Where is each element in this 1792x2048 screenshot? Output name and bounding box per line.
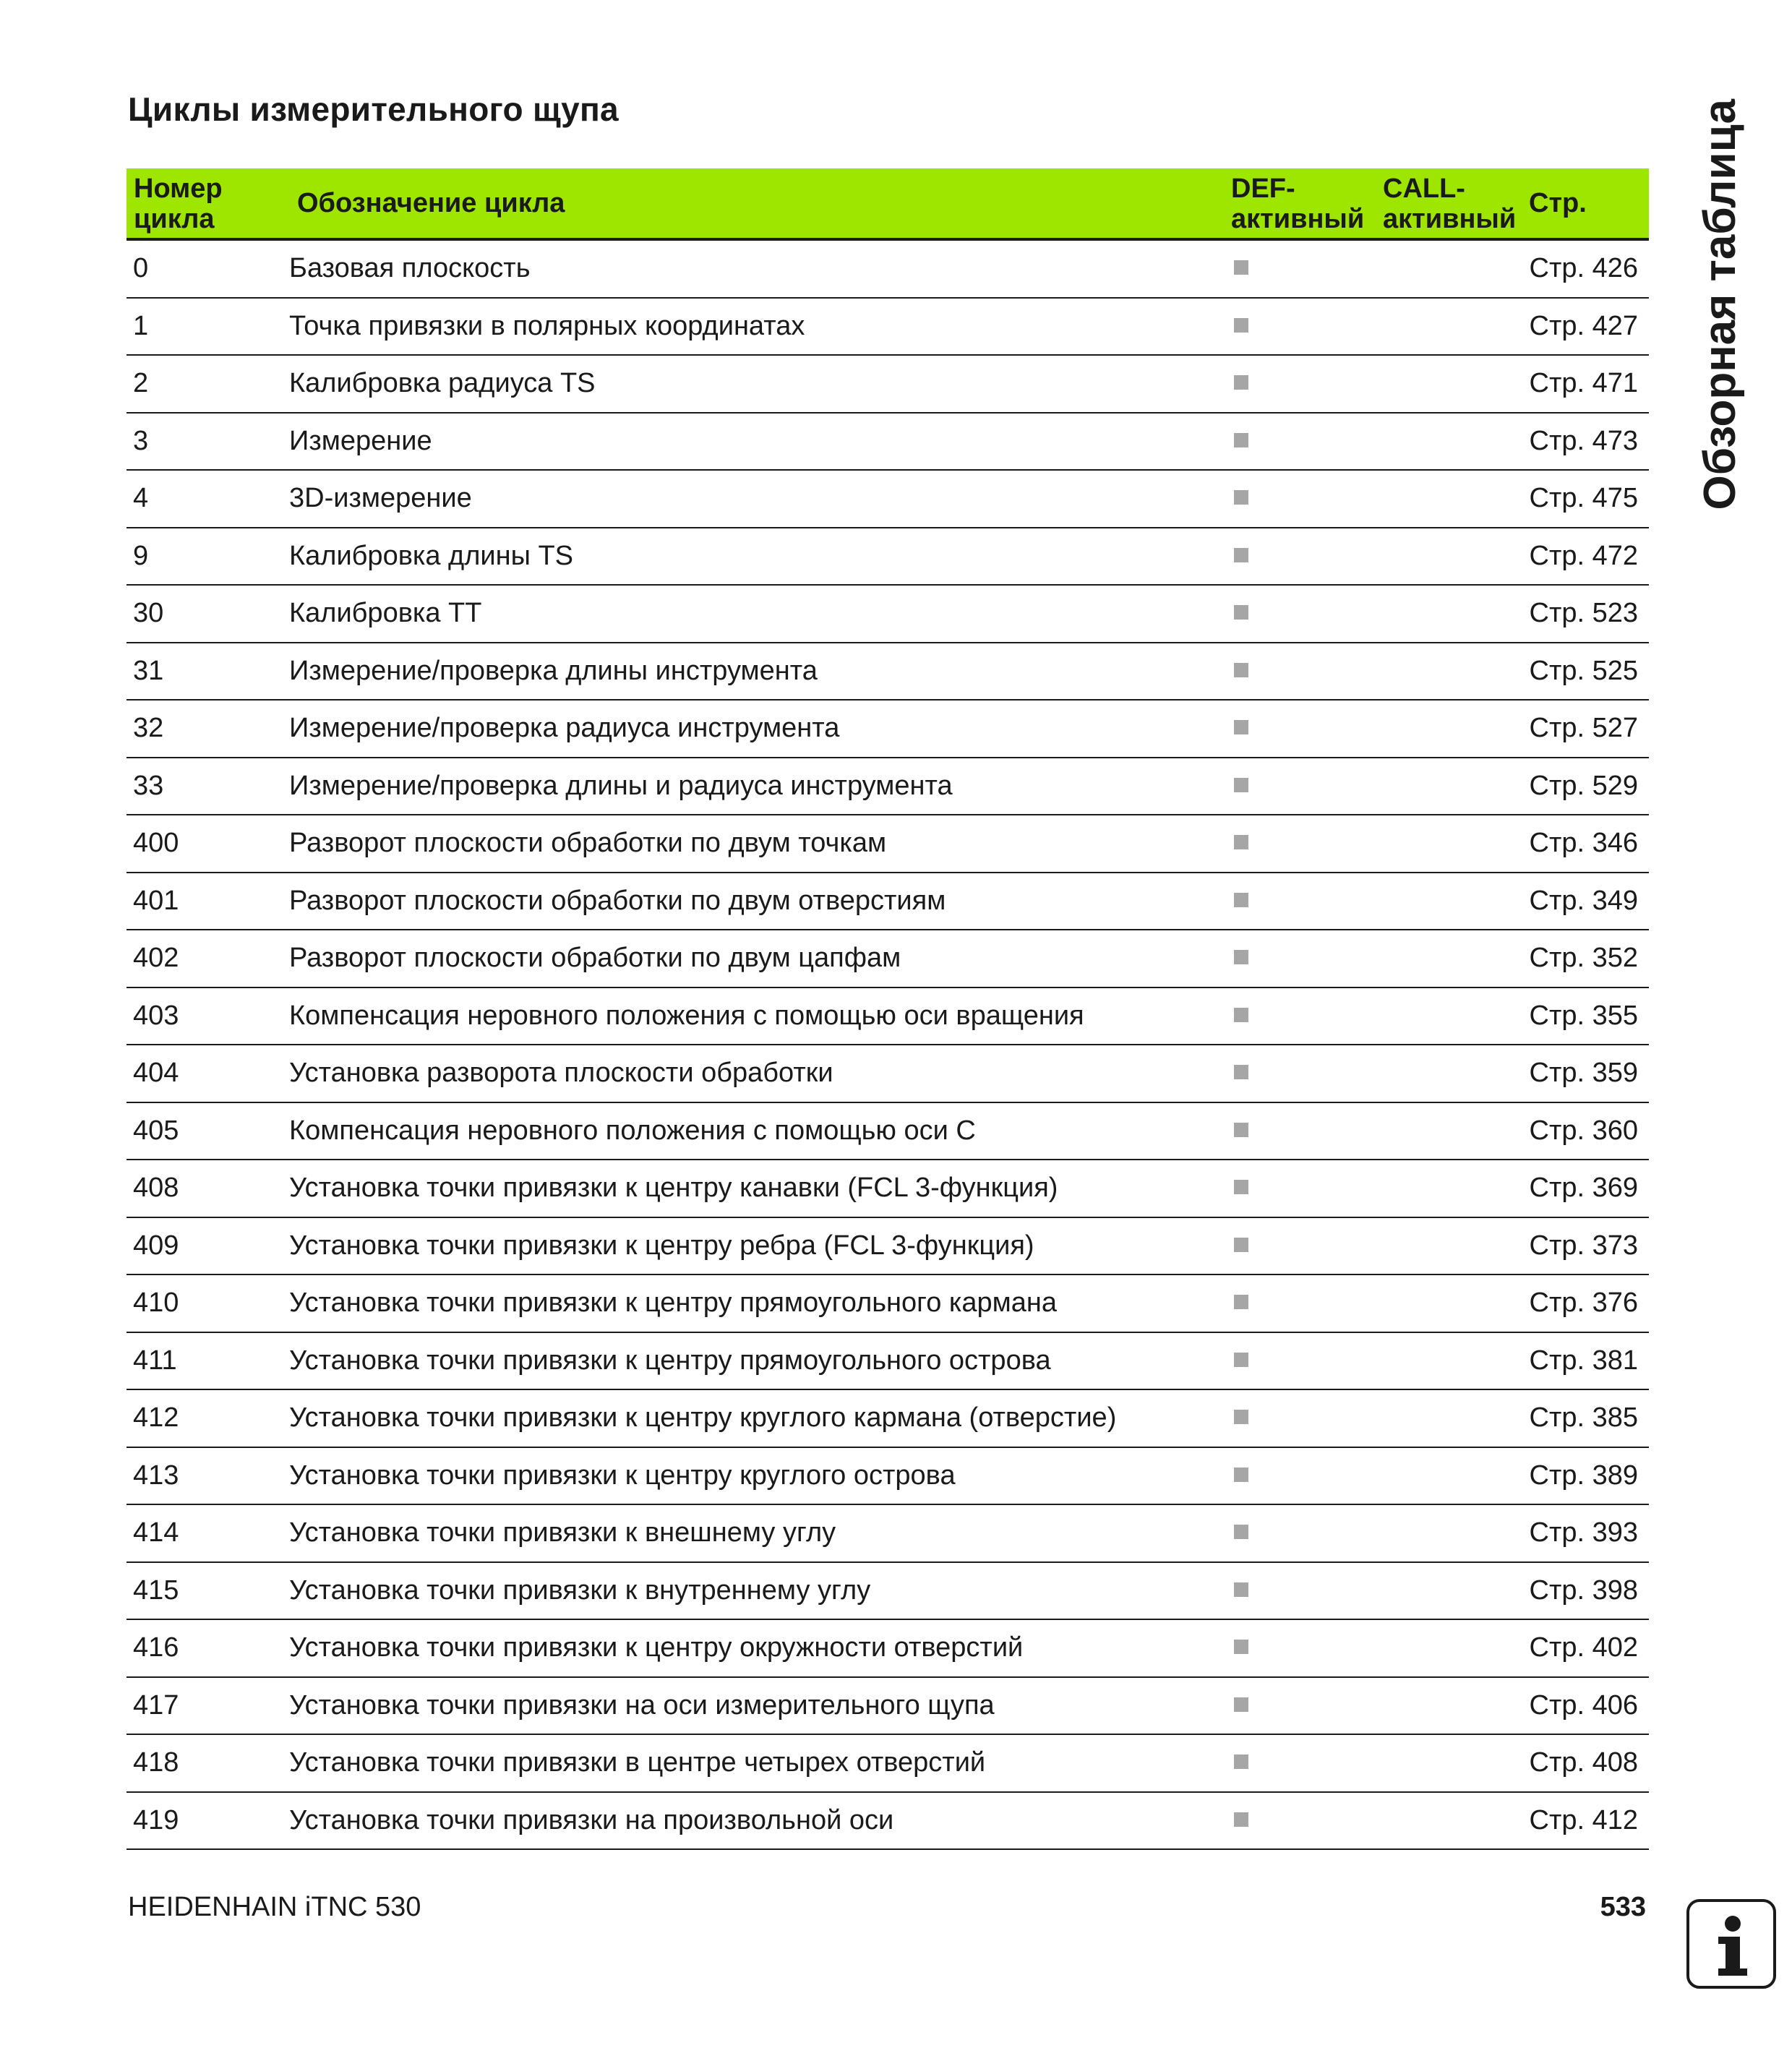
def-active-marker (1234, 1525, 1248, 1539)
cycle-name: Разворот плоскости обработки по двум цапфам (289, 943, 901, 973)
def-active-marker (1234, 1353, 1248, 1367)
cycle-name: Разворот плоскости обработки по двум отверстиям (289, 885, 946, 916)
header-cycle-number: Номер цикла (134, 173, 223, 234)
cycle-number: 413 (133, 1460, 179, 1491)
footer-product-name: HEIDENHAIN iTNC 530 (128, 1892, 421, 1922)
page-reference: Стр. 393 (1529, 1517, 1638, 1548)
cycle-number: 418 (133, 1747, 179, 1778)
table-row (127, 586, 1649, 643)
cycle-name: Измерение/проверка длины инструмента (289, 655, 818, 686)
cycle-number: 412 (133, 1402, 179, 1433)
def-active-marker (1234, 1582, 1248, 1597)
cycle-name: Калибровка длины TS (289, 540, 574, 571)
footer-page-number: 533 (1600, 1892, 1646, 1922)
table-row (127, 1275, 1649, 1333)
def-active-marker (1234, 778, 1248, 792)
table-header (127, 168, 1649, 241)
table-row (127, 1218, 1649, 1276)
table-row (127, 1505, 1649, 1563)
cycle-number: 417 (133, 1689, 179, 1721)
cycle-name: Установка точки привязки к внешнему углу (289, 1517, 836, 1548)
page-reference: Стр. 525 (1529, 655, 1638, 686)
header-page: Стр. (1529, 188, 1587, 218)
def-active-marker (1234, 605, 1248, 620)
page-reference: Стр. 408 (1529, 1747, 1638, 1778)
table-row (127, 1390, 1649, 1448)
table-row (127, 643, 1649, 701)
cycle-number: 2 (133, 368, 149, 398)
def-active-marker (1234, 260, 1248, 275)
table-row (127, 873, 1649, 931)
page-reference: Стр. 373 (1529, 1230, 1638, 1261)
table-row (127, 1045, 1649, 1103)
cycle-number: 402 (133, 943, 179, 973)
page-reference: Стр. 406 (1529, 1689, 1638, 1721)
cycle-name: Установка точки привязки к центру окружности отверстий (289, 1632, 1024, 1663)
cycle-number: 9 (133, 540, 149, 571)
cycle-number: 4 (133, 483, 149, 513)
page-reference: Стр. 376 (1529, 1288, 1638, 1318)
page-reference: Стр. 346 (1529, 828, 1638, 858)
table-row (127, 414, 1649, 471)
table-row (127, 700, 1649, 758)
def-active-marker (1234, 1754, 1248, 1769)
info-icon-glyph (1689, 1902, 1773, 1986)
def-active-marker (1234, 1812, 1248, 1827)
table-row (127, 1620, 1649, 1678)
table-row (127, 1448, 1649, 1506)
page-reference: Стр. 412 (1529, 1804, 1638, 1835)
cycle-number: 401 (133, 885, 179, 916)
table-row (127, 758, 1649, 816)
cycle-name: Измерение/проверка длины и радиуса инструмента (289, 770, 953, 801)
def-active-marker (1234, 720, 1248, 734)
cycle-number: 3 (133, 425, 149, 456)
cycle-number: 419 (133, 1804, 179, 1835)
def-active-marker (1234, 1065, 1248, 1079)
cycle-number: 32 (133, 713, 164, 743)
def-active-marker (1234, 835, 1248, 849)
cycle-name: Установка точки привязки к центру ребра (FCL 3-функция) (289, 1230, 1034, 1261)
def-active-marker (1234, 950, 1248, 964)
cycle-name: Установка точки привязки на произвольной оси (289, 1804, 894, 1835)
page-reference: Стр. 402 (1529, 1632, 1638, 1663)
cycle-number: 411 (133, 1345, 177, 1376)
cycle-name: Установка точки привязки к центру круглого кармана (отверстие) (289, 1402, 1117, 1433)
page-reference: Стр. 360 (1529, 1115, 1638, 1146)
cycle-name: Установка точки привязки к центру канавки (FCL 3-функция) (289, 1173, 1058, 1203)
cycles-table (127, 168, 1649, 1850)
page-reference: Стр. 527 (1529, 713, 1638, 743)
cycle-number: 30 (133, 598, 164, 628)
page-reference: Стр. 359 (1529, 1058, 1638, 1088)
cycle-name: Компенсация неровного положения с помощью оси вращения (289, 1000, 1084, 1031)
def-active-marker (1234, 1640, 1248, 1654)
cycle-number: 403 (133, 1000, 179, 1031)
page-title: Циклы измерительного щупа (128, 90, 619, 128)
table-row (127, 356, 1649, 414)
def-active-marker (1234, 318, 1248, 333)
page-reference: Стр. 385 (1529, 1402, 1638, 1433)
def-active-marker (1234, 1410, 1248, 1424)
cycle-number: 410 (133, 1288, 179, 1318)
cycle-name: Установка точки привязки к центру круглого острова (289, 1460, 956, 1491)
table-row (127, 1563, 1649, 1621)
table-row (127, 1735, 1649, 1793)
page-reference: Стр. 369 (1529, 1173, 1638, 1203)
def-active-marker (1234, 1295, 1248, 1309)
table-row (127, 1793, 1649, 1851)
def-active-marker (1234, 548, 1248, 562)
cycle-number: 409 (133, 1230, 179, 1261)
header-call-active: CALL-активный (1383, 173, 1517, 234)
def-active-marker (1234, 1238, 1248, 1252)
cycle-name: Разворот плоскости обработки по двум точкам (289, 828, 887, 858)
table-row (127, 1333, 1649, 1391)
page-reference: Стр. 398 (1529, 1574, 1638, 1606)
side-section-title-text: Обзорная таблица (1695, 99, 1745, 510)
page-reference: Стр. 471 (1529, 368, 1638, 398)
cycle-number: 404 (133, 1058, 179, 1088)
def-active-marker (1234, 1697, 1248, 1712)
page-reference: Стр. 523 (1529, 598, 1638, 628)
page-reference: Стр. 381 (1529, 1345, 1638, 1376)
page-reference: Стр. 473 (1529, 425, 1638, 456)
cycle-name: Установка разворота плоскости обработки (289, 1058, 833, 1088)
header-def-active: DEF-активный (1231, 173, 1365, 234)
def-active-marker (1234, 375, 1248, 390)
cycle-name: Компенсация неровного положения с помощью оси C (289, 1115, 976, 1146)
table-row (127, 1160, 1649, 1218)
def-active-marker (1234, 663, 1248, 677)
info-icon (1686, 1899, 1776, 1989)
page-reference: Стр. 349 (1529, 885, 1638, 916)
page-reference: Стр. 529 (1529, 770, 1638, 801)
cycle-number: 33 (133, 770, 164, 801)
def-active-marker (1234, 1180, 1248, 1194)
table-row (127, 815, 1649, 873)
cycle-number: 414 (133, 1517, 179, 1548)
def-active-marker (1234, 490, 1248, 505)
def-active-marker (1234, 433, 1248, 447)
page-reference: Стр. 475 (1529, 483, 1638, 513)
cycle-number: 416 (133, 1632, 179, 1663)
cycle-name: Установка точки привязки в центре четырех отверстий (289, 1747, 986, 1778)
cycle-number: 415 (133, 1574, 179, 1606)
cycle-name: Установка точки привязки к центру прямоугольного кармана (289, 1288, 1057, 1318)
page-reference: Стр. 389 (1529, 1460, 1638, 1491)
table-row (127, 1678, 1649, 1736)
cycle-number: 0 (133, 253, 149, 283)
table-row (127, 930, 1649, 988)
cycle-name: Измерение/проверка радиуса инструмента (289, 713, 840, 743)
def-active-marker (1234, 1468, 1248, 1482)
table-row (127, 241, 1649, 299)
cycle-number: 405 (133, 1115, 179, 1146)
cycle-name: Установка точки привязки к центру прямоугольного острова (289, 1345, 1051, 1376)
def-active-marker (1234, 1008, 1248, 1022)
cycle-number: 408 (133, 1173, 179, 1203)
cycle-name: Калибровка TT (289, 598, 482, 628)
cycle-name: Установка точки привязки на оси измерительного щупа (289, 1689, 995, 1721)
cycle-name: Точка привязки в полярных координатах (289, 310, 805, 341)
def-active-marker (1234, 893, 1248, 907)
table-row (127, 471, 1649, 528)
side-section-title (1695, 99, 1746, 547)
cycle-number: 400 (133, 828, 179, 858)
cycle-name: Измерение (289, 425, 432, 456)
def-active-marker (1234, 1123, 1248, 1137)
page-reference: Стр. 426 (1529, 253, 1638, 283)
header-cycle-name: Обозначение цикла (297, 188, 565, 218)
cycle-number: 1 (133, 310, 149, 341)
page-reference: Стр. 355 (1529, 1000, 1638, 1031)
cycle-name: Установка точки привязки к внутреннему углу (289, 1574, 871, 1606)
table-row (127, 528, 1649, 586)
cycle-number: 31 (133, 655, 164, 686)
table-body (127, 241, 1649, 1850)
cycle-name: 3D-измерение (289, 483, 472, 513)
table-row (127, 988, 1649, 1046)
cycle-name: Базовая плоскость (289, 253, 531, 283)
page-reference: Стр. 427 (1529, 310, 1638, 341)
table-row (127, 299, 1649, 356)
cycle-name: Калибровка радиуса TS (289, 368, 596, 398)
table-row (127, 1103, 1649, 1161)
page-reference: Стр. 352 (1529, 943, 1638, 973)
page-reference: Стр. 472 (1529, 540, 1638, 571)
